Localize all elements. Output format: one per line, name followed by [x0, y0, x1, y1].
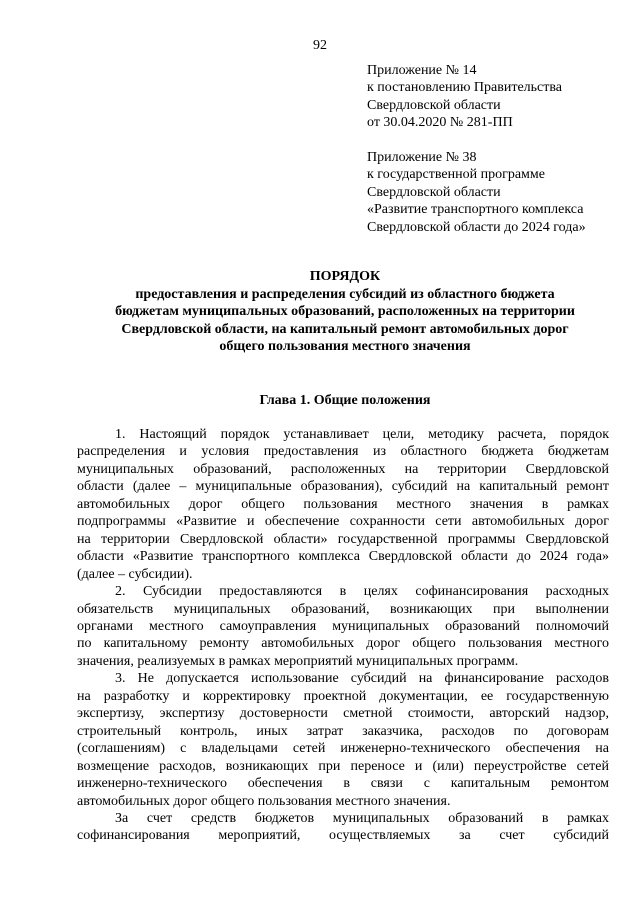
appendix-1-line: от 30.04.2020 № 281-ПП [367, 115, 513, 131]
appendix-1-line: Свердловской области [367, 97, 501, 113]
document-title [80, 268, 610, 356]
appendix-block-2 [367, 149, 632, 236]
text-line: автомобильных дорог общего пользования местного значения в рамках [77, 496, 609, 512]
text-line: 1. Настоящий порядок устанавливает цели, методику расчета, порядок [115, 427, 609, 442]
appendix-1-line: Приложение № 14 [367, 63, 477, 78]
text-line: области (далее – муниципальные образования), субсидий на капитальный ремонт [77, 479, 609, 495]
document-body [77, 426, 609, 845]
appendix-2-line: «Развитие транспортного комплекса [367, 202, 584, 218]
paragraph-1 [77, 426, 609, 583]
text-line: обязательств муниципальных образований, возникающих при выполнении [77, 601, 609, 617]
paragraph-3 [77, 670, 609, 810]
appendix-2-line: к государственной программе [367, 167, 545, 183]
page-number: 92 [313, 38, 327, 53]
text-line: области «Развитие транспортного комплекса Свердловской области до 2024 года» [77, 549, 609, 565]
title-line: общего пользования местного значения [219, 339, 471, 354]
appendix-2-line: Приложение № 38 [367, 150, 477, 165]
text-line: (далее – субсидии). [77, 566, 193, 582]
text-line: по капитальному ремонту автомобильных дорог общего пользования местного [77, 636, 609, 652]
text-line: муниципальных образований, расположенных на территории Свердловской [77, 461, 609, 477]
appendix-2-line: Свердловской области до 2024 года» [367, 219, 586, 235]
title-line: Свердловской области, на капитальный ремонт автомобильных дорог [121, 321, 569, 337]
appendix-block-1 [367, 62, 632, 132]
title-line: бюджетам муниципальных образований, расположенных на территории [115, 304, 575, 319]
title-line: предоставления и распределения субсидий из областного бюджета [135, 286, 555, 302]
text-line: органами местного самоуправления муниципальных образований полномочий [77, 618, 609, 634]
text-line: распределения и условия предоставления из областного бюджета бюджетам [77, 444, 609, 460]
text-line: возмещение расходов, возникающих при переносе и (или) переустройстве сетей [77, 758, 609, 774]
appendix-2-line: Свердловской области [367, 184, 501, 200]
paragraph-2 [77, 583, 609, 670]
text-line: 2. Субсидии предоставляются в целях софинансирования расходных [115, 584, 609, 600]
text-line: значения, реализуемых в рамках мероприятий муниципальных программ. [77, 653, 519, 669]
text-line: 3. Не допускается использование субсидий на финансирование расходов [115, 671, 609, 687]
text-line: на разработку и корректировку проектной документации, ее государственную [77, 688, 609, 704]
text-line: строительный контроль, иных затрат заказчика, расходов по договорам [77, 723, 609, 739]
appendix-1-line: к постановлению Правительства [367, 80, 563, 96]
text-line: (соглашениям) с владельцами сетей инженерно-технического обеспечения на [77, 741, 609, 757]
text-line: За счет средств бюджетов муниципальных образований в рамках [115, 810, 609, 826]
text-line: автомобильных дорог общего пользования местного значения. [77, 793, 451, 809]
title-heading: ПОРЯДОК [309, 269, 381, 284]
text-line: на территории Свердловской области» государственной программы Свердловской [77, 531, 609, 547]
text-line: софинансирования мероприятий, осуществляемых за счет субсидий [77, 828, 609, 844]
text-line: инженерно-технического обеспечения в связи с капитальным ремонтом [77, 776, 609, 792]
text-line: экспертизу, экспертизу достоверности сметной стоимости, авторский надзор, [77, 706, 609, 722]
chapter-title: Глава 1. Общие положения [259, 393, 431, 408]
text-line: подпрограммы «Развитие и обеспечение сохранности сети автомобильных дорог [77, 514, 609, 530]
paragraph-4 [77, 810, 609, 845]
